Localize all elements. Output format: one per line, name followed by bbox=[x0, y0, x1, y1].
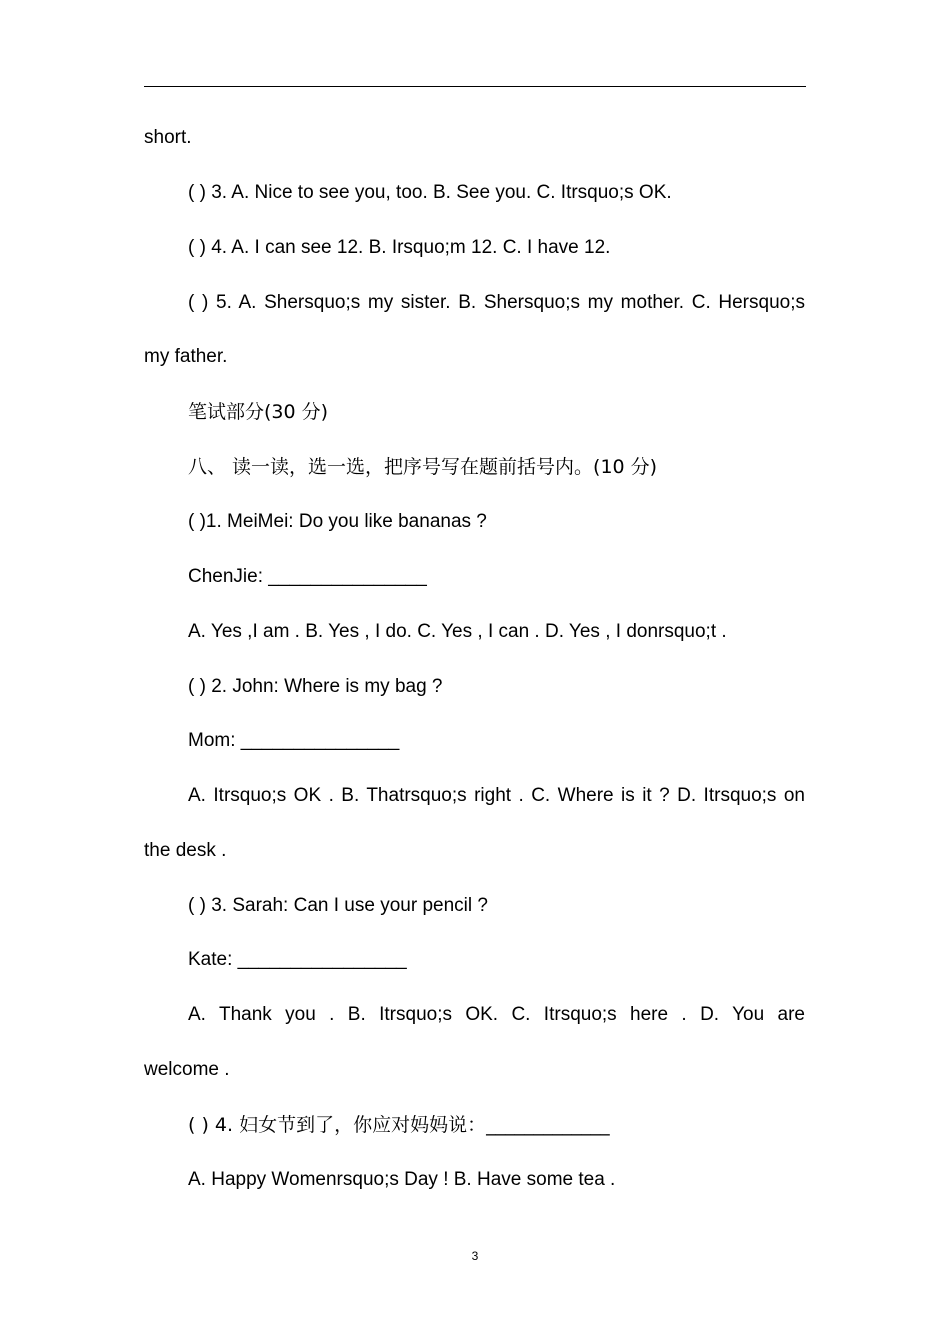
section-heading: 笔试部分(30 分) bbox=[188, 401, 329, 423]
section-heading: 八、 读一读，选一选，把序号写在题前括号内。(10 分) bbox=[188, 456, 658, 478]
question-line: ( ) 4. A. I can see 12. B. Irsquo;m 12. C. I have 12. bbox=[188, 237, 611, 258]
header-rule bbox=[144, 86, 806, 87]
options-line: A. Thank you . B. Itrsquo;s OK. C. Itrsquo;s here . D. You are bbox=[188, 1004, 805, 1025]
question-line: ( ) 2. John: Where is my bag ? bbox=[188, 676, 443, 697]
page-number: 3 bbox=[471, 1249, 479, 1263]
text-line: short. bbox=[144, 127, 192, 148]
answer-blank-line: Kate: ________________ bbox=[188, 949, 407, 970]
text-line: welcome . bbox=[144, 1059, 230, 1080]
question-line: ( ) 3. Sarah: Can I use your pencil ? bbox=[188, 895, 488, 916]
question-line: ( ) 5. A. Shersquo;s my sister. B. Shersquo;s my mother. C. Hersquo;s bbox=[188, 292, 805, 313]
options-line: A. Yes ,I am . B. Yes , I do. C. Yes , I can . D. Yes , I donrsquo;t . bbox=[188, 621, 727, 642]
question-line: ( ) 3. A. Nice to see you, too. B. See you. C. Itrsquo;s OK. bbox=[188, 182, 672, 203]
text-line: the desk . bbox=[144, 840, 227, 861]
question-line: ( )1. MeiMei: Do you like bananas ? bbox=[188, 511, 487, 532]
answer-blank-line: ChenJie: _______________ bbox=[188, 566, 427, 587]
options-line: A. Happy Womenrsquo;s Day ! B. Have some tea . bbox=[188, 1169, 616, 1190]
options-line: A. Itrsquo;s OK . B. Thatrsquo;s right . C. Where is it ? D. Itrsquo;s on bbox=[188, 785, 805, 806]
answer-blank-line: Mom: _______________ bbox=[188, 730, 400, 751]
question-line: ( ) 4. 妇女节到了，你应对妈妈说：_____________ bbox=[188, 1114, 610, 1136]
text-line: my father. bbox=[144, 346, 228, 367]
